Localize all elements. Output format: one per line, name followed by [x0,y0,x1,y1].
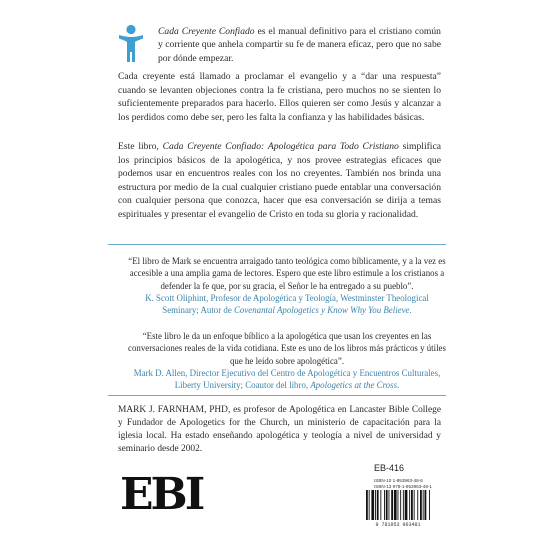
person-raised-arm-icon [116,24,146,64]
book-title: Cada Creyente Confiado [158,26,255,37]
paragraph2-rest: simplifica los principios básicos de la apologética, y nos provee estrategias eficaces que podemos usar en encuentros reales con los no creyentes. También nos brinda una estructura por medio de la cual cualquier cristiano puede entablar una conversación con cualquier persona que conozca, hacer que esa conversación se dirija a temas espirituales y presentar el evangelio de Cristo en toda su gloria y racionalidad. [118,141,441,220]
barcode-number: 9 781953 963481 [375,522,421,529]
product-code: EB-416 [374,463,405,473]
endorsement-1-text: “El libro de Mark se encuentra arraigado tanto teológica como bíblicamente, y a la vez es accesible a una amplia gama de lectores. Espero que este libro estimule a los cristianos a defender la fe que, por su gracia, el Señor le ha entregado a su pueblo”. [128,256,446,291]
intro-paragraph [158,25,441,65]
description-paragraph-1: Cada creyente está llamado a proclamar el evangelio y a “dar una respuesta” cuando se levanten objeciones contra la fe cristiana, pero muchos no se sienten lo suficientemente preparados para hacerlo. Ellos quieren ser como Jesús y alcanzar a los perdidos como debe ser, pero les falta la confianza y las habilidades básicas. [118,71,441,123]
publisher-logo: EBI [120,469,203,520]
endorsement-1-attribution: K. Scott Oliphint, Profesor de Apologética y Teología, Westminster Theological Seminary; Autor de Covenantal Apologetics y Know Why You Believe. [145,292,429,316]
divider-top [108,244,446,245]
endorsement-2-attribution: Mark D. Allen, Director Ejecutivo del Centro de Apologética y Encuentros Culturales, Liberty University; Coautor del libro, Apologetics at the Cross. [133,367,441,391]
paragraph2-lead: Este libro, [118,141,163,152]
endorsement-2 [128,330,446,391]
paragraph2-book-title: Cada Creyente Confiado: Apologética para Todo Cristiano [162,141,399,152]
endorsement-1 [128,255,446,316]
description-paragraph-2 [118,140,441,221]
author-bio: MARK J. FARNHAM, PHD, es profesor de Apologética en Lancaster Bible College y Fundador de Apologetics for the Church, un ministerio de capacitación para la iglesia local. Ha estado enseñando apologética y teología a nivel de universidad y seminario desde 2002. [118,405,441,454]
barcode-block [360,478,436,534]
isbn-10: ISBN-10 1-953963-48-6 [374,478,423,483]
barcode-icon [360,490,436,522]
endorsement-2-text: “Este libro le da un enfoque bíblico a la apologética que usan los creyentes en las conversaciones reales de la vida cotidiana. Este es uno de los libros más prácticos y útiles que he leído sobre apologética”. [128,331,446,366]
divider-bottom [108,395,446,396]
intro-text: es el manual definitivo para el cristiano común y corriente que anhela compartir su fe de manera eficaz, pero que no sabe por dónde empezar. [158,26,441,64]
isbn-13: ISBN-13 978-1-953963-48-1 [374,483,432,489]
